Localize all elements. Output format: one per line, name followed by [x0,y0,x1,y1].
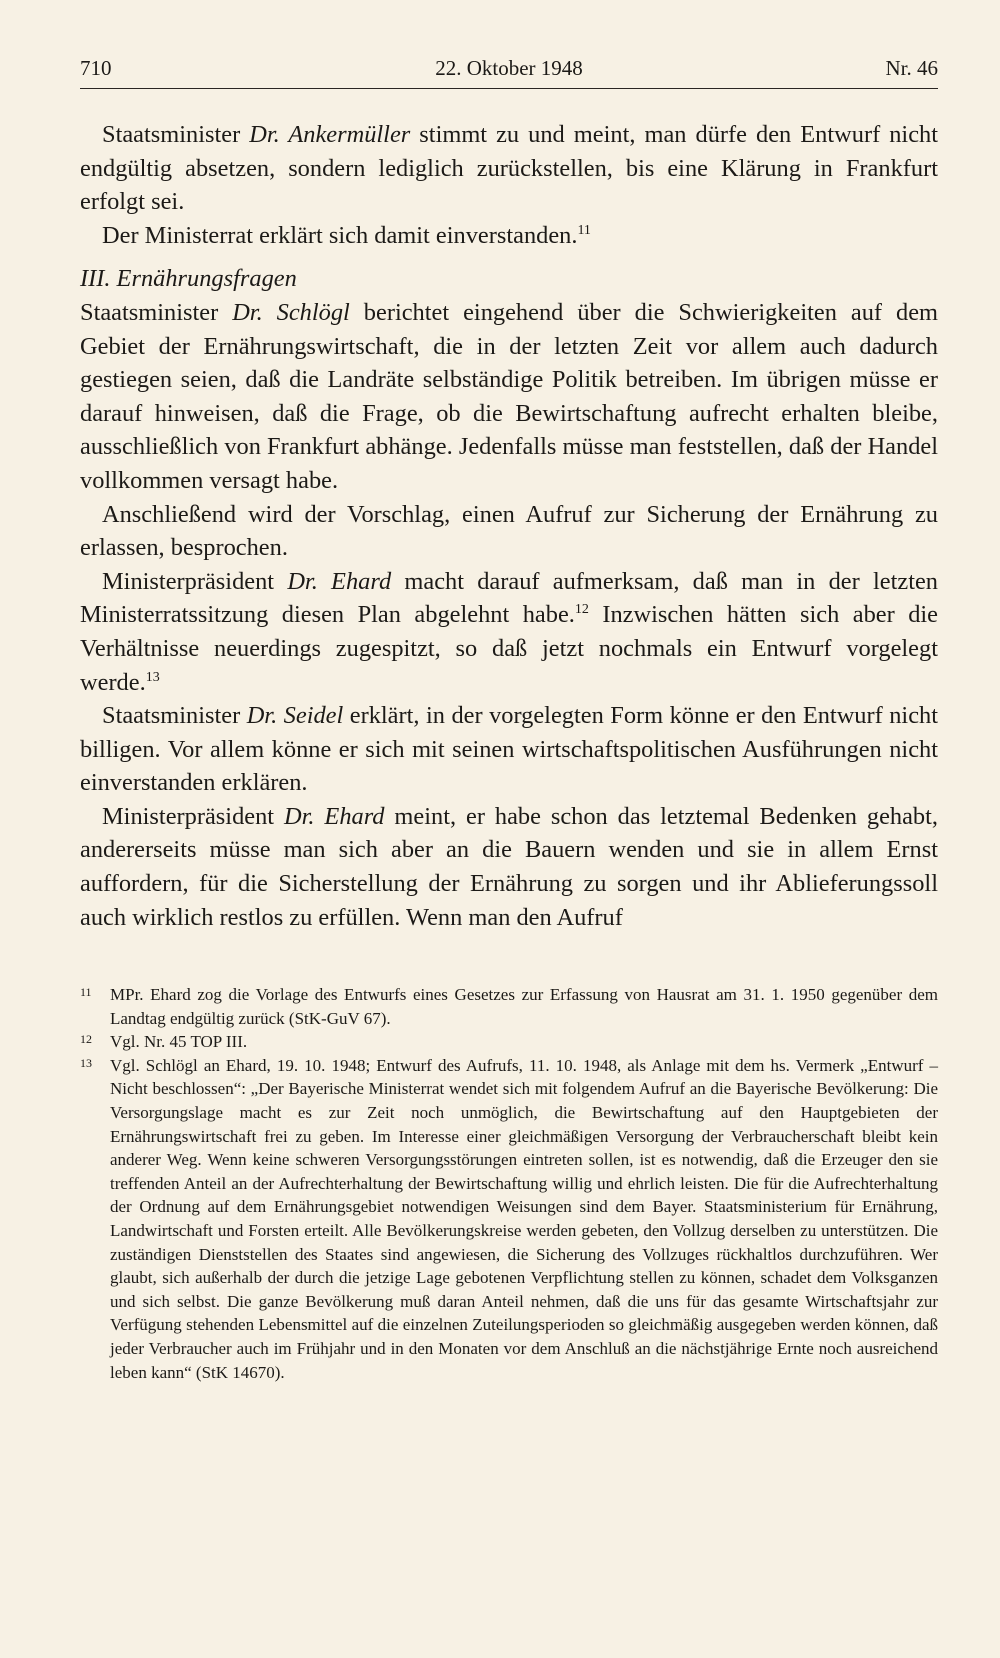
footnote [80,983,938,1030]
paragraph [80,699,938,800]
footnote [80,1054,938,1384]
paragraph-text: Staatsminister [102,702,247,730]
paragraph [80,800,938,934]
paragraph-text: meint, er habe schon das letztemal Bedenken gehabt, andererseits müsse man sich aber an die Bauern wenden und sie in allem Ernst auffordern, für die Sicherstellung der Ernährung zu sorgen und ihr Ablieferungssoll auch wirklich restlos zu erfüllen. Wenn man den Aufruf [80,802,939,931]
paragraph-text: berichtet eingehend über die Schwierigkeiten auf dem Gebiet der Ernährungswirtschaft, die in der letzten Zeit vor allem auch dadurch gestiegen seien, daß die Landräte selbständige Politik betreiben. Im übrigen müsse er darauf hinweisen, daß die Frage, ob die Bewirtschaftung aufrecht erhalten bleibe, ausschließlich von Frankfurt abhänge. Jedenfalls müsse man feststellen, daß der Handel vollkommen versagt habe. [80,298,938,494]
paragraph [80,118,938,219]
paragraph-text: Anschließend wird der Vorschlag, einen Aufruf zur Sicherung der Ernährung zu erlassen, besprochen. [80,500,938,562]
footnote-text: MPr. Ehard zog die Vorlage des Entwurfs eines Gesetzes zur Erfassung von Hausrat am 31. 1. 1950 gegenüber dem Landtag endgültig zurück (StK-GuV 67). [110,985,938,1028]
paragraph-text: Der Ministerrat erklärt sich damit einverstanden. [102,221,578,249]
footnote-number: 12 [80,1032,92,1047]
paragraph [80,565,938,699]
speaker-name: Dr. Ankermüller [249,121,411,148]
footnote-ref[interactable]: 13 [145,669,160,685]
paragraph [80,498,938,565]
speaker-name: Dr. Schlögl [232,298,350,326]
paragraph-text: Ministerpräsident [102,567,288,595]
paragraph-text: macht darauf aufmerksam, daß man in der letzten Ministerratssitzung diesen Plan abgelehnt habe. [80,567,939,629]
speaker-name: Dr. Ehard [287,567,392,595]
paragraph-text: Inzwischen hätten sich aber die Verhältnisse neuerdings zugespitzt, so daß jetzt nochmals ein Entwurf vorgelegt werde. [80,601,938,696]
main-text [80,118,938,934]
paragraph-text: Ministerpräsident [102,802,284,830]
paragraph-text: Staatsminister [102,121,250,148]
paragraph-text: stimmt zu und meint, man dürfe den Entwurf nicht endgültig absetzen, sondern lediglich zurückstellen, bis eine Klärung in Frankfurt erfolgt sei. [80,121,938,216]
section-heading: III. Ernährungsfragen [80,265,297,293]
footnote-number: 13 [80,1055,92,1070]
footnote-ref[interactable]: 12 [574,602,589,618]
footnote-text: Vgl. Nr. 45 TOP III. [110,1032,248,1052]
paragraph [80,296,938,498]
issue-number: Nr. 46 [885,56,938,80]
paragraph-text: erklärt, in der vorgelegten Form könne er den Entwurf nicht billigen. Vor allem könne er sich mit seinen wirtschaftspolitischen Ausführungen nicht einverstanden erklären. [80,702,939,797]
footnote-text: Vgl. Schlögl an Ehard, 19. 10. 1948; Entwurf des Aufrufs, 11. 10. 1948, als Anlage mit dem hs. Vermerk „Entwurf – Nicht beschlossen“: „Der Bayerische Ministerrat wendet sich mit folgendem Aufruf an die Bayerische Bevölkerung: Die Versorgungslage macht es zur Zeit noch unmöglich, die Bewirtschaftung auf den Hauptgebieten der Ernährungswirtschaft frei zu geben. Im Interesse einer gleichmäßigen Versorgung der Verbraucherschaft bleibt kein anderer Weg. Wenn keine schweren Versorgungsstörungen eintreten sollen, ist es notwendig, daß die Erzeuger den sie treffenden Anteil an der Aufrechterhaltung der Bewirtschaftung willig und ehrlich leisten. Die für die Aufrechterhaltung der Ordnung auf dem Ernährungsgebiet notwendigen Weisungen sind dem Bayer. Staatsministerium für Ernährung, Landwirtschaft und Forsten erteilt. Alle Bevölkerungskreise werden gebeten, den Vollzug derselben zu unterstützen. Die zuständigen Dienststellen des Staates sind angewiesen, die Sicherung des Vollzuges rückhaltlos durchzuführen. Wer glaubt, sich außerhalb der durch die jetzige Lage gebotenen Verpflichtung stellen zu können, schadet dem Volksganzen und sich selbst. Die ganze Bevölkerung muß daran Anteil nehmen, daß die uns für das gesamte Wirtschaftsjahr zur Verfügung stehenden Lebensmittel auf die einzelnen Zuteilungsperioden so gleichmäßig ausgegeben werden können, daß jeder Verbraucher auch im Frühjahr und in den Monaten vor dem Anschluß an die nächstjährige Ernte noch ausreichend leben kann“ (StK 14670). [110,1055,938,1382]
footnote-number: 11 [80,985,92,999]
speaker-name: Dr. Ehard [284,802,385,830]
paragraph-text: Staatsminister [80,298,233,326]
footnote [80,1030,938,1054]
header-date: 22. Oktober 1948 [435,56,583,80]
footnote-ref[interactable]: 11 [577,222,591,238]
paragraph [80,219,938,253]
page-header [80,52,938,89]
page-number: 710 [80,56,112,80]
speaker-name: Dr. Seidel [246,702,344,730]
footnotes [80,983,938,1384]
